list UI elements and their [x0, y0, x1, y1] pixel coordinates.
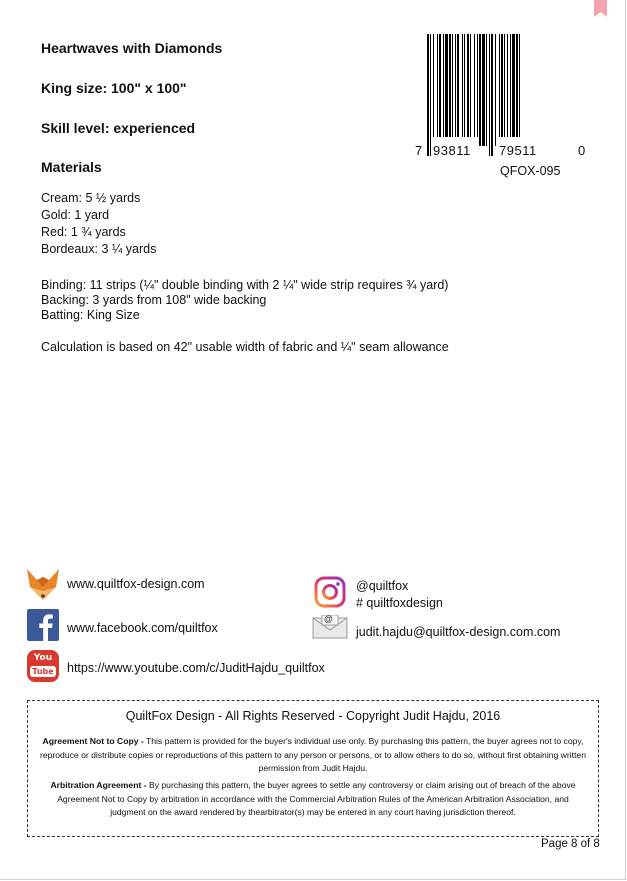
barcode-bar	[507, 34, 508, 146]
fox-logo-icon	[26, 567, 60, 601]
barcode-bar	[495, 34, 496, 146]
barcode-bar	[449, 34, 451, 146]
barcode-bar	[452, 34, 453, 146]
binding-line: Binding: 11 strips (¼" double binding with 2 ¼" wide strip requires ¾ yard)	[41, 278, 449, 292]
barcode-bar	[464, 34, 465, 146]
facebook-link[interactable]: www.facebook.com/quiltfox	[67, 621, 218, 635]
material-cream: Cream: 5 ½ yards	[41, 191, 141, 205]
instagram-hashtag[interactable]: # quiltfoxdesign	[356, 596, 443, 610]
barcode-bar	[479, 34, 481, 146]
barcode-bar	[455, 34, 456, 146]
pattern-size: King size: 100" x 100"	[41, 80, 187, 96]
batting-line: Batting: King Size	[41, 308, 140, 322]
skill-level: Skill level: experienced	[41, 120, 196, 136]
barcode-group-1: 93811	[433, 143, 471, 158]
backing-line: Backing: 3 yards from 108" wide backing	[41, 293, 267, 307]
barcode-bar	[470, 34, 471, 146]
agreement-text: This pattern is provided for the buyer's individual use only. By purchasing this pattern, the buyer agrees not to copy, reproduce or distribute copies or reproductions of this pattern to any person or persons, or to allow others to do so, without first obtaining written permission from Judit Hajdu.	[40, 736, 586, 773]
barcode-digit-left: 7	[415, 143, 423, 158]
product-code: QFOX-095	[500, 164, 561, 178]
arbitration-agreement	[40, 779, 586, 820]
barcode-bar	[433, 34, 434, 146]
agreement-not-to-copy	[40, 735, 586, 776]
barcode-bar	[489, 34, 490, 156]
barcode-bar	[501, 34, 503, 146]
barcode-bar	[510, 34, 511, 146]
barcode-bar	[516, 34, 518, 146]
youtube-icon-bottom-text: Tube	[30, 666, 56, 677]
barcode-bar	[467, 34, 469, 146]
email-link[interactable]: judit.hajdu@quiltfox-design.com.com	[356, 625, 561, 639]
material-bordeaux: Bordeaux: 3 ¼ yards	[41, 242, 157, 256]
copyright-notice	[27, 700, 599, 837]
page-number: Page 8 of 8	[541, 838, 600, 850]
calculation-note: Calculation is based on 42" usable width of fabric and ¼" seam allowance	[41, 340, 449, 354]
barcode-bar	[437, 34, 438, 146]
materials-heading: Materials	[41, 159, 102, 175]
barcode-bar	[457, 34, 459, 146]
arbitration-text: By purchasing this pattern, the buyer agrees to settle any controversy or claim arising out of breach of the above Agreement Not to Copy by arbitration in accordance with the Commercial Arbitration Rules of the American Arbitration Association, and judgment on the award rendered by thearbitrator(s) may be entered in any court having jurisdiction thereof.	[57, 780, 576, 817]
youtube-icon-top-text: You	[33, 653, 53, 663]
barcode-bar	[482, 34, 485, 146]
barcode-bar	[499, 34, 500, 146]
barcode-bar	[474, 34, 475, 146]
barcode-bar	[462, 34, 463, 146]
pattern-title: Heartwaves with Diamonds	[41, 40, 223, 56]
barcode-bar	[477, 34, 478, 146]
instagram-icon	[314, 576, 346, 608]
email-at-glyph: @	[324, 614, 333, 624]
copyright-title: QuiltFox Design - All Rights Reserved - Copyright Judit Hajdu, 2016	[125, 709, 501, 723]
instagram-handle[interactable]: @quiltfox	[356, 579, 409, 593]
material-gold: Gold: 1 yard	[41, 208, 110, 222]
barcode-bar	[430, 34, 431, 156]
barcode-bar	[512, 34, 515, 146]
material-red: Red: 1 ¾ yards	[41, 225, 126, 239]
barcode-bar	[519, 34, 520, 146]
youtube-link[interactable]: https://www.youtube.com/c/JuditHajdu_quiltfox	[67, 661, 325, 675]
bookmark-icon[interactable]	[594, 0, 607, 17]
facebook-icon	[27, 609, 59, 641]
barcode-bar	[427, 34, 429, 156]
barcode-bar	[443, 34, 444, 146]
barcode-bar	[439, 34, 441, 146]
barcode-group-2: 79511	[499, 143, 537, 158]
barcode-bar	[491, 34, 493, 156]
arbitration-label: Arbitration Agreement -	[50, 780, 147, 790]
barcode-digit-right: 0	[578, 143, 586, 158]
barcode-bar	[486, 34, 487, 146]
website-link[interactable]: www.quiltfox-design.com	[67, 577, 205, 591]
barcode-bar	[504, 34, 505, 146]
youtube-icon	[27, 650, 59, 682]
agreement-label: Agreement Not to Copy -	[42, 736, 144, 746]
barcode-bar	[445, 34, 448, 146]
